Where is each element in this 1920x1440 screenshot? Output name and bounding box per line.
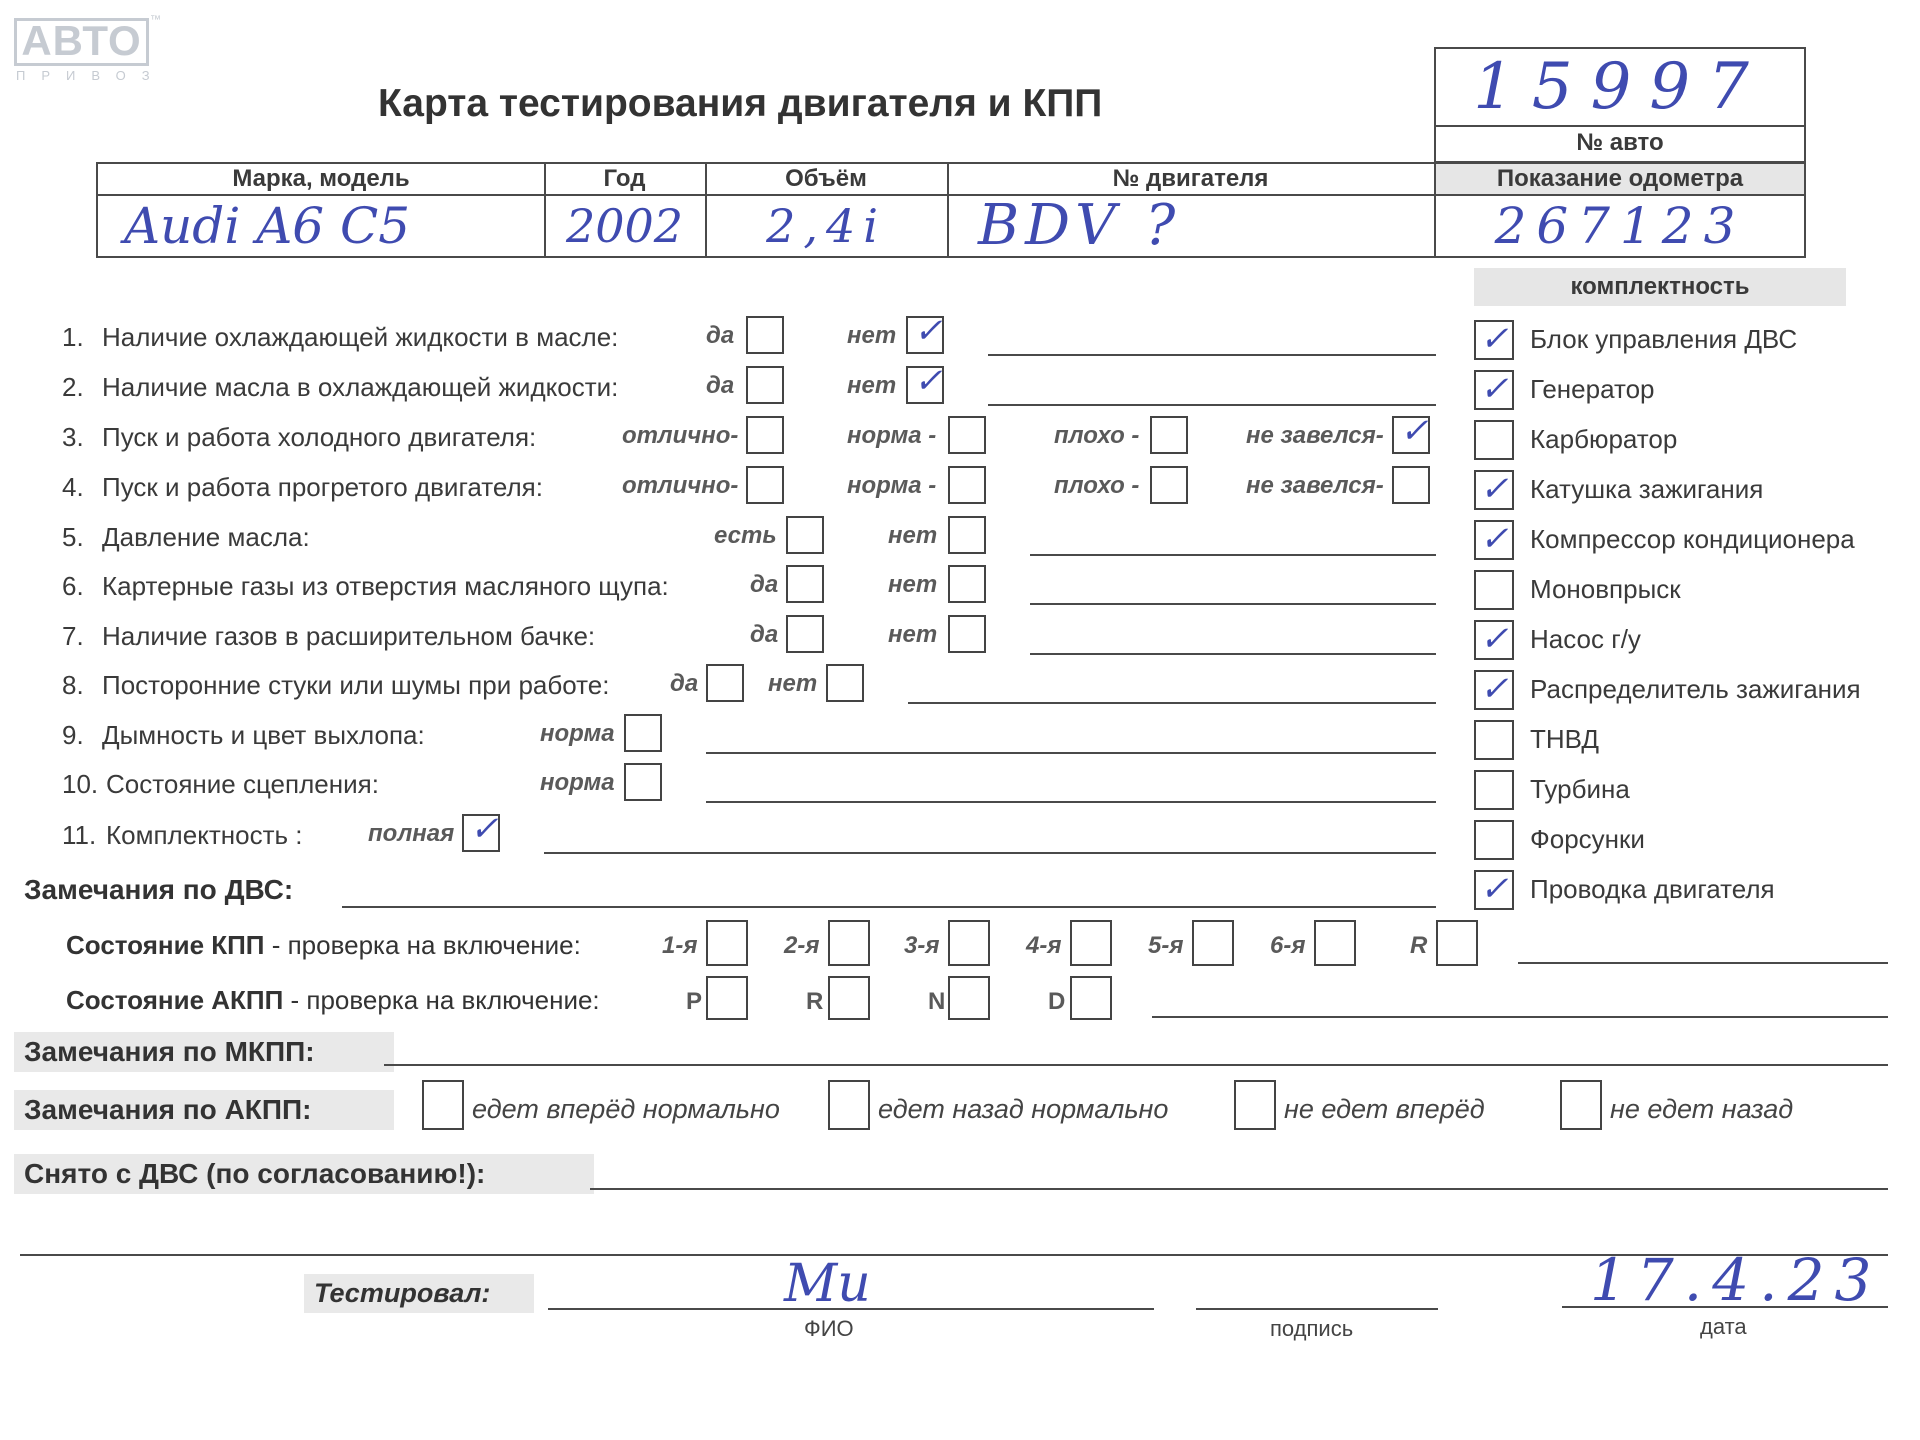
check-option-label: нет (847, 322, 897, 349)
kpp-gear-box[interactable] (706, 920, 748, 966)
date-value[interactable]: 17.4.23 (1590, 1246, 1882, 1314)
kpp-gear-label: 6-я (1270, 932, 1306, 959)
akpp-remark-label: не едет назад (1610, 1094, 1794, 1124)
kpp-gear-box[interactable] (1070, 920, 1112, 966)
check-option-label: да (706, 372, 735, 399)
akpp-gear-box[interactable] (948, 976, 990, 1020)
check-option-label: отлично- (622, 472, 739, 499)
check-mark: ✓ (470, 809, 499, 849)
date-caption: дата (1700, 1314, 1747, 1339)
check-notes-line[interactable] (988, 404, 1436, 406)
check-option-box[interactable] (624, 714, 662, 752)
akpp-gear-label: P (686, 988, 703, 1015)
check-number: 6. (62, 571, 84, 601)
check-option-label: полная (368, 820, 455, 847)
akpp-remark-label: не едет вперёд (1284, 1094, 1485, 1124)
check-notes-line[interactable] (706, 752, 1436, 754)
mkpp-remarks-label: Замечания по МКПП: (14, 1032, 394, 1072)
check-notes-line[interactable] (1030, 554, 1436, 556)
akpp-gear-box[interactable] (1070, 976, 1112, 1020)
header-col-odometer: Показание одометра (1496, 165, 1744, 192)
model-value[interactable]: Audi A6 C5 (124, 197, 411, 255)
check-number: 5. (62, 522, 84, 552)
komplektnost-item-label: Карбюратор (1530, 424, 1678, 454)
check-option-box[interactable] (1150, 416, 1188, 454)
akpp-label-bold: Состояние АКПП (66, 985, 284, 1015)
check-option-label: плохо - (1054, 472, 1140, 499)
komplektnost-check-mark: ✓ (1480, 869, 1509, 909)
check-option-label: не завелся- (1246, 422, 1384, 449)
check-option-label: есть (714, 522, 777, 549)
komplektnost-item-label: Насос г/у (1530, 624, 1641, 654)
fio-line[interactable] (548, 1308, 1154, 1310)
akpp-label (66, 985, 600, 1016)
komplektnost-checkbox[interactable] (1474, 820, 1514, 860)
kpp-gear-label: 4-я (1026, 932, 1062, 959)
check-option-label: да (706, 322, 735, 349)
akpp-gear-label: D (1048, 988, 1066, 1015)
year-value[interactable]: 2002 (565, 199, 684, 253)
check-label: Состояние сцепления: (106, 769, 379, 799)
check-notes-line[interactable] (1030, 653, 1436, 655)
akpp-gear-box[interactable] (828, 976, 870, 1020)
header-col-volume: Объём (785, 165, 867, 192)
check-option-label: да (670, 670, 699, 697)
tested-label: Тестировал: (304, 1274, 534, 1313)
komplektnost-item-label: Проводка двигателя (1530, 874, 1775, 904)
check-option-box[interactable] (786, 516, 824, 554)
dvs-remarks-line[interactable] (342, 906, 1436, 908)
check-option-box[interactable] (1392, 466, 1430, 504)
check-option-box[interactable] (624, 763, 662, 801)
check-mark: ✓ (914, 361, 943, 401)
car-number-box (1434, 47, 1806, 163)
check-option-box[interactable] (746, 316, 784, 354)
komplektnost-checkbox[interactable] (1474, 720, 1514, 760)
komplektnost-item-label: Форсунки (1530, 824, 1645, 854)
header-col-year: Год (603, 165, 646, 192)
check-label: Картерные газы из отверстия масляного щупа: (102, 571, 669, 601)
check-label: Наличие газов в расширительном бачке: (102, 621, 596, 651)
check-option-label: нет (888, 522, 938, 549)
check-label: Пуск и работа холодного двигателя: (102, 422, 537, 452)
check-label: Комплектность : (106, 820, 303, 850)
check-option-label: плохо - (1054, 422, 1140, 449)
check-option-label: норма (540, 720, 615, 747)
kpp-gear-label: 2-я (784, 932, 820, 959)
check-mark: ✓ (914, 311, 943, 351)
akpp-remark-box[interactable] (1234, 1080, 1276, 1130)
check-label: Дымность и цвет выхлопа: (102, 720, 425, 750)
kpp-gear-box[interactable] (1314, 920, 1356, 966)
check-option-box[interactable] (706, 664, 744, 702)
kpp-gear-label: 5-я (1148, 932, 1184, 959)
kpp-gear-label: R (1410, 932, 1428, 959)
akpp-gear-label: N (928, 988, 946, 1015)
akpp-gear-box[interactable] (706, 976, 748, 1020)
komplektnost-check-mark: ✓ (1480, 369, 1509, 409)
komplektnost-item-label: Генератор (1530, 374, 1655, 404)
car-number-label: № авто (1576, 129, 1664, 156)
check-mark: ✓ (1400, 411, 1429, 451)
komplektnost-item-label: Компрессор кондиционера (1530, 524, 1855, 554)
check-option-label: не завелся- (1246, 472, 1384, 499)
komplektnost-check-mark: ✓ (1480, 319, 1509, 359)
komplektnost-checkbox[interactable] (1474, 420, 1514, 460)
vehicle-header-table (96, 162, 1806, 258)
signature-caption: подпись (1270, 1316, 1354, 1341)
fio-caption: ФИО (804, 1316, 854, 1341)
engine-number-value[interactable]: BDV ? (978, 193, 1182, 258)
check-option-box[interactable] (786, 615, 824, 653)
komplektnost-item-label: Моновпрыск (1530, 574, 1681, 604)
removed-line[interactable] (590, 1188, 1888, 1190)
page-title: Карта тестирования двигателя и КПП (378, 82, 1103, 125)
komplektnost-item-label: Распределитель зажигания (1530, 674, 1861, 704)
komplektnost-check-mark: ✓ (1480, 519, 1509, 559)
check-number: 10. (62, 769, 99, 799)
logo-trademark: ™ (150, 14, 161, 26)
kpp-gear-box[interactable] (1436, 920, 1478, 966)
check-notes-line[interactable] (544, 852, 1436, 854)
kpp-gear-box[interactable] (948, 920, 990, 966)
check-option-label: нет (847, 372, 897, 399)
car-number-value[interactable]: 15997 (1473, 50, 1767, 124)
komplektnost-checkbox[interactable] (1474, 570, 1514, 610)
check-number: 8. (62, 670, 84, 700)
komplektnost-item-label: Турбина (1530, 774, 1630, 804)
check-label: Пуск и работа прогретого двигателя: (102, 472, 543, 502)
odometer-value[interactable]: 267123 (1494, 197, 1746, 255)
check-option-label: да (750, 621, 779, 648)
check-number: 9. (62, 720, 84, 750)
kpp-gear-label: 3-я (904, 932, 940, 959)
komplektnost-item-label: Катушка зажигания (1530, 474, 1764, 504)
check-label: Наличие масла в охлаждающей жидкости: (102, 372, 619, 402)
check-option-box[interactable] (948, 565, 986, 603)
check-label: Наличие охлаждающей жидкости в масле: (102, 322, 619, 352)
check-option-label: норма (540, 769, 615, 796)
check-label: Посторонние стуки или шумы при работе: (102, 670, 610, 700)
header-col-engine-number: № двигателя (1112, 165, 1269, 192)
kpp-gear-box[interactable] (828, 920, 870, 966)
komplektnost-checkbox[interactable] (1474, 770, 1514, 810)
check-option-box[interactable] (786, 565, 824, 603)
komplektnost-item-label: ТНВД (1530, 724, 1600, 754)
check-option-box[interactable] (746, 466, 784, 504)
kpp-line[interactable] (1518, 962, 1888, 964)
check-number: 4. (62, 472, 84, 502)
akpp-remarks-label: Замечания по АКПП: (14, 1090, 394, 1130)
removed-label: Снято с ДВС (по согласованию!): (14, 1154, 594, 1194)
check-option-box[interactable] (948, 466, 986, 504)
check-option-label: да (750, 571, 779, 598)
mkpp-remarks-line[interactable] (384, 1064, 1888, 1066)
akpp-remark-box[interactable] (1560, 1080, 1602, 1130)
signature-line[interactable] (1196, 1308, 1438, 1310)
volume-value[interactable]: 2,4i (766, 199, 886, 253)
akpp-gear-label: R (806, 988, 824, 1015)
tester-fio-value[interactable]: Ми (784, 1254, 871, 1314)
komplektnost-check-mark: ✓ (1480, 669, 1509, 709)
dvs-remarks-label: Замечания по ДВС: (24, 874, 294, 905)
kpp-gear-box[interactable] (1192, 920, 1234, 966)
header-col-model: Марка, модель (232, 165, 410, 192)
check-number: 1. (62, 322, 84, 352)
date-line[interactable] (1562, 1306, 1888, 1308)
check-option-box[interactable] (746, 416, 784, 454)
check-number: 2. (62, 372, 84, 402)
check-option-label: норма - (847, 472, 937, 499)
check-option-box[interactable] (746, 366, 784, 404)
akpp-remark-box[interactable] (828, 1080, 870, 1130)
komplektnost-title: комплектность (1474, 268, 1846, 306)
kpp-gear-label: 1-я (662, 932, 698, 959)
logo-subtitle: ПРИВОЗ (16, 68, 166, 83)
check-option-label: нет (888, 621, 938, 648)
check-notes-line[interactable] (706, 801, 1436, 803)
check-option-label: нет (768, 670, 818, 697)
check-option-box[interactable] (948, 615, 986, 653)
kpp-label (66, 930, 581, 961)
check-option-label: отлично- (622, 422, 739, 449)
check-notes-line[interactable] (1030, 603, 1436, 605)
akpp-remark-label: едет назад нормально (878, 1094, 1169, 1124)
check-option-box[interactable] (826, 664, 864, 702)
check-option-box[interactable] (948, 416, 986, 454)
check-option-label: нет (888, 571, 938, 598)
logo: АВТО (14, 18, 149, 66)
check-notes-line[interactable] (908, 702, 1436, 704)
check-number: 7. (62, 621, 84, 651)
komplektnost-check-mark: ✓ (1480, 619, 1509, 659)
akpp-remark-box[interactable] (422, 1080, 464, 1130)
check-option-box[interactable] (948, 516, 986, 554)
akpp-remark-label: едет вперёд нормально (472, 1094, 780, 1124)
check-label: Давление масла: (102, 522, 310, 552)
check-option-label: норма - (847, 422, 937, 449)
komplektnost-check-mark: ✓ (1480, 469, 1509, 509)
check-number: 11. (62, 820, 97, 850)
komplektnost-item-label: Блок управления ДВС (1530, 324, 1798, 354)
car-number-divider (1436, 125, 1804, 127)
check-option-box[interactable] (1150, 466, 1188, 504)
akpp-label-rest: - проверка на включение: (283, 985, 600, 1015)
kpp-label-bold: Состояние КПП (66, 930, 265, 960)
akpp-line[interactable] (1152, 1016, 1888, 1018)
kpp-label-rest: - проверка на включение: (264, 930, 581, 960)
check-number: 3. (62, 422, 84, 452)
check-notes-line[interactable] (988, 354, 1436, 356)
